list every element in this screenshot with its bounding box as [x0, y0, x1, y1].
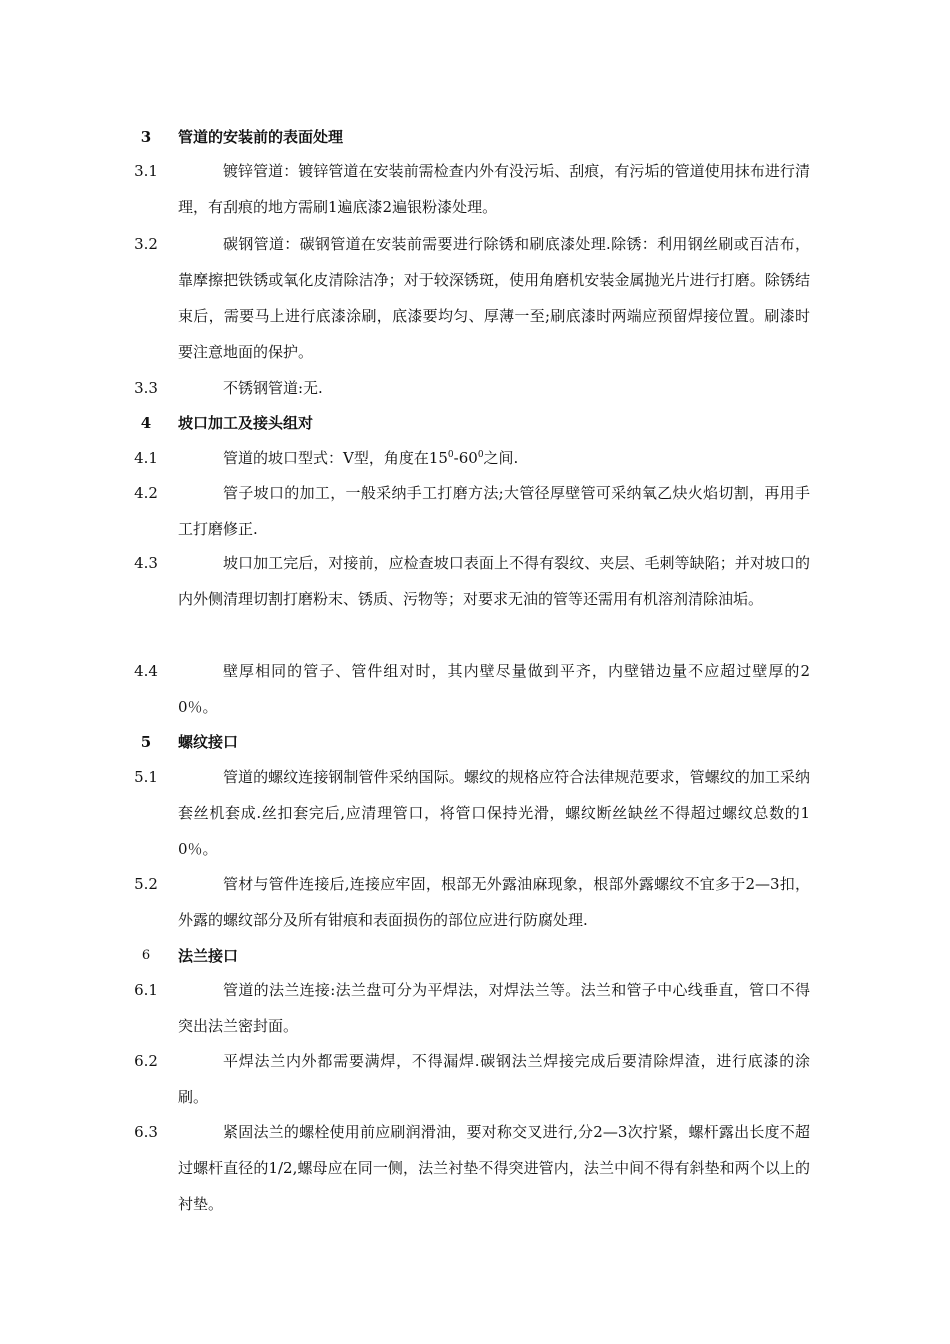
- clause-text: 不锈钢管道:无.: [223, 379, 323, 397]
- clause-text: 管子坡口的加工，一般采纳手工打磨方法;大管径厚壁管可采纳氧乙炔火焰切割，再用手工打磨修正.: [178, 484, 810, 538]
- clause-number: 6.2: [134, 1052, 158, 1070]
- section-title: 法兰接口: [178, 947, 239, 965]
- clause-text: 平焊法兰内外都需要满焊，不得漏焊.碳钢法兰焊接完成后要清除焊渣，进行底漆的涂刷。: [178, 1052, 810, 1106]
- clause-number: 3.1: [134, 162, 158, 180]
- clause-text-part: -60: [453, 449, 478, 467]
- clause-text-part: 之间.: [483, 449, 519, 467]
- clause-number: 5.1: [134, 768, 158, 786]
- clause-number: 5.2: [134, 875, 158, 893]
- clause-number: 4.4: [134, 662, 158, 680]
- section-number: 6: [141, 948, 151, 963]
- degree-superscript: 0: [477, 450, 484, 460]
- clause-text: 紧固法兰的螺栓使用前应刷润滑油，要对称交叉进行,分2—3次拧紧，螺杆露出长度不超过螺杆直径的1/2,螺母应在同一侧，法兰衬垫不得突进管内，法兰中间不得有斜垫和两个以上的衬垫。: [178, 1123, 810, 1213]
- section-number: 4: [140, 414, 152, 432]
- clause-text: [178, 440, 810, 476]
- degree-superscript: 0: [447, 450, 454, 460]
- section-number: 5: [140, 733, 152, 751]
- clause-text: 管道的螺纹连接钢制管件采纳国际。螺纹的规格应符合法律规范要求，管螺纹的加工采纳套丝机套成.丝扣套完后,应清理管口，将管口保持光滑，螺纹断丝缺丝不得超过螺纹总数的10％。: [178, 768, 810, 858]
- section-title: 管道的安装前的表面处理: [178, 128, 344, 146]
- section-title: 坡口加工及接头组对: [178, 414, 314, 432]
- clause-text: 镀锌管道：镀锌管道在安装前需检查内外有没污垢、刮痕，有污垢的管道使用抹布进行清理，有刮痕的地方需刷1遍底漆2遍银粉漆处理。: [178, 162, 810, 216]
- clause-text: 坡口加工完后，对接前，应检查坡口表面上不得有裂纹、夹层、毛刺等缺陷；并对坡口的内外侧清理切割打磨粉末、锈质、污物等；对要求无油的管等还需用有机溶剂清除油垢。: [178, 554, 810, 608]
- section-title: 螺纹接口: [178, 733, 239, 751]
- clause-number: 3.3: [134, 379, 158, 397]
- clause-number: 4.3: [134, 554, 158, 572]
- clause-text: 壁厚相同的管子、管件组对时，其内壁尽量做到平齐，内壁错边量不应超过壁厚的20％。: [178, 662, 810, 716]
- clause-text: 碳钢管道：碳钢管道在安装前需要进行除锈和刷底漆处理.除锈：利用钢丝刷或百洁布，靠摩擦把铁锈或氧化皮清除洁净；对于较深锈斑，使用角磨机安装金属抛光片进行打磨。除锈结束后，需要马上进行底漆涂刷，底漆要均匀、厚薄一至;刷底漆时两端应预留焊接位置。刷漆时要注意地面的保护。: [178, 235, 810, 361]
- clause-number: 4.1: [134, 449, 158, 467]
- section-number: 3: [140, 128, 152, 146]
- clause-text: 管材与管件连接后,连接应牢固，根部无外露油麻现象，根部外露螺纹不宜多于2—3扣，外露的螺纹部分及所有钳痕和表面损伤的部位应进行防腐处理.: [178, 875, 810, 929]
- clause-number: 6.1: [134, 981, 158, 999]
- clause-text: 管道的法兰连接:法兰盘可分为平焊法，对焊法兰等。法兰和管子中心线垂直，管口不得突出法兰密封面。: [178, 981, 810, 1035]
- clause-number: 4.2: [134, 484, 158, 502]
- clause-number: 6.3: [134, 1123, 158, 1141]
- clause-text-part: 管道的坡口型式：V型，角度在15: [223, 449, 448, 467]
- clause-number: 3.2: [134, 235, 158, 253]
